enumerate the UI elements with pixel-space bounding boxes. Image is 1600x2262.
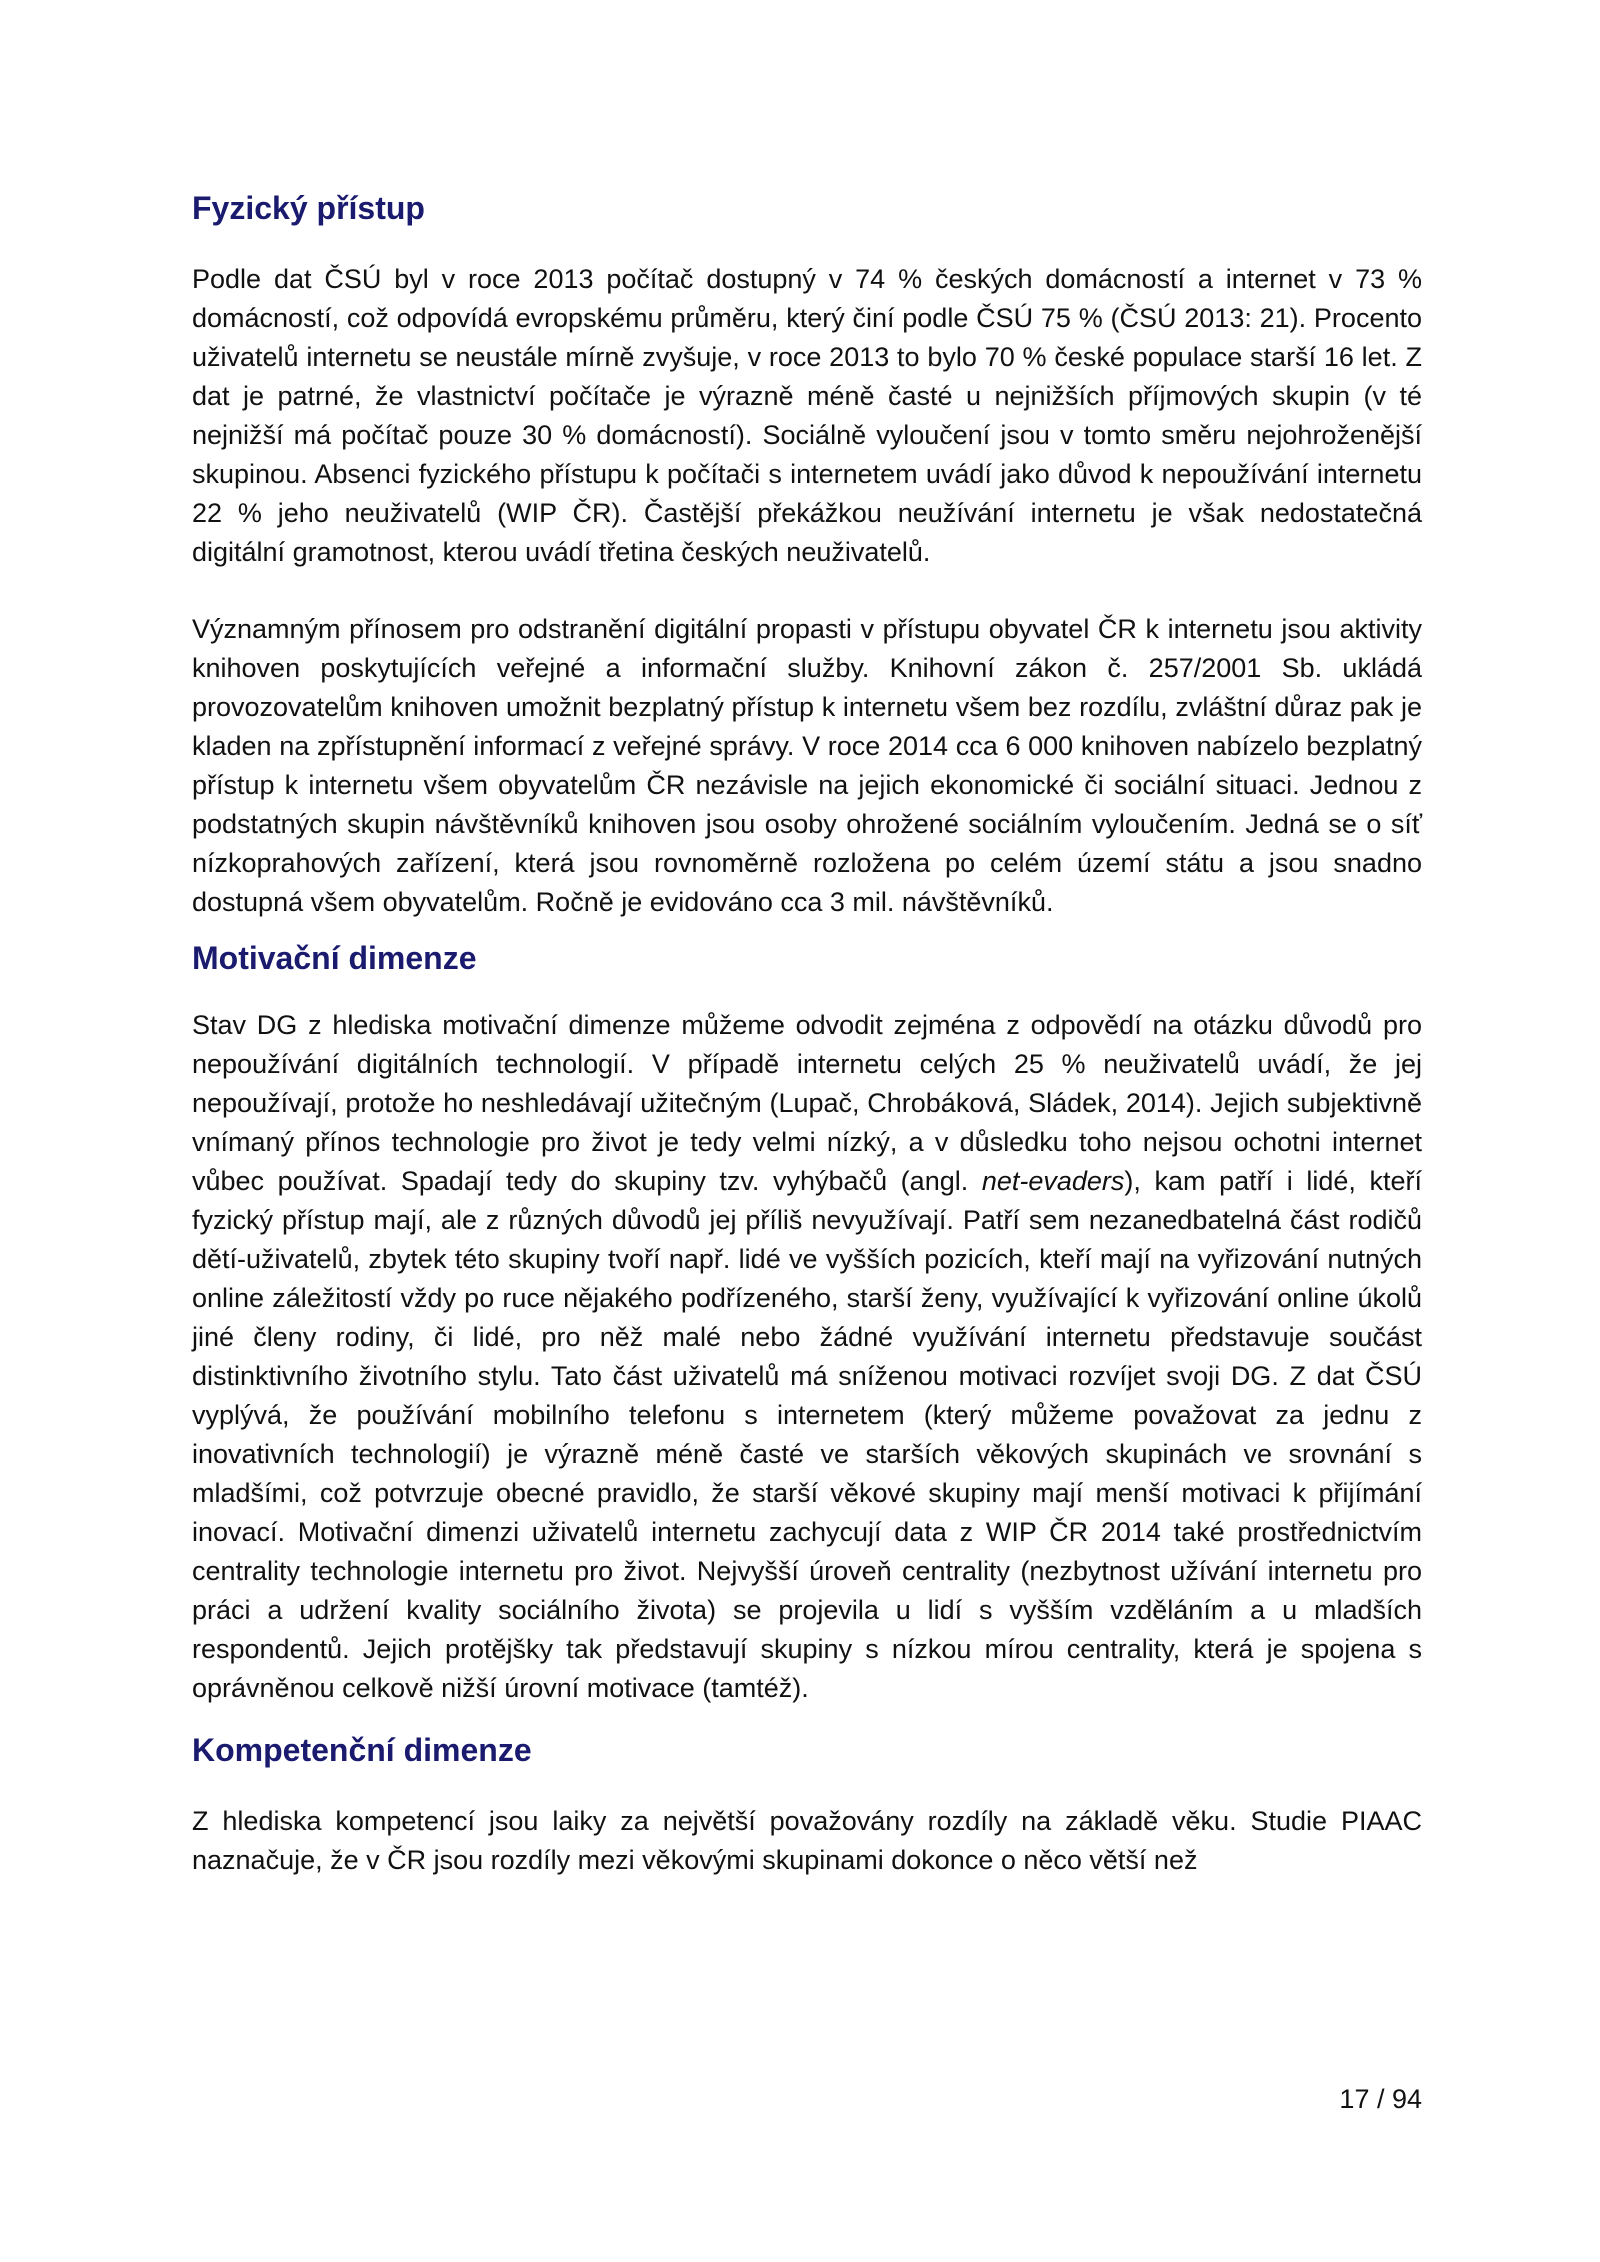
- paragraph-physical-access-2: Významným přínosem pro odstranění digitální propasti v přístupu obyvatel ČR k internetu jsou aktivity knihoven poskytujících veřejné a informační služby. Knihovní zákon č. 257/2001 Sb. ukládá provozovatelům knihoven umožnit bezplatný přístup k internetu všem bez rozdílu, zvláštní důraz pak je kladen na zpřístupnění informací z veřejné správy. V roce 2014 cca 6 000 knihoven nabízelo bezplatný přístup k internetu všem obyvatelům ČR nezávisle na jejich ekonomické či sociální situaci. Jednou z podstatných skupin návštěvníků knihoven jsou osoby ohrožené sociálním vyloučením. Jedná se o síť nízkoprahových zařízení, která jsou rovnoměrně rozložena po celém území státu a jsou snadno dostupná všem obyvatelům. Ročně je evidováno cca 3 mil. návštěvníků.: [192, 614, 1422, 917]
- paragraph-motivation: [192, 1006, 1422, 1708]
- paragraph-motivation-part1: Stav DG z hlediska motivační dimenze můžeme odvodit zejména z odpovědí na otázku důvodů pro nepoužívání digitálních technologií. V případě internetu celých 25 % neuživatelů uvádí, že jej nepoužívají, protože ho neshledávají užitečným (Lupač, Chrobáková, Sládek, 2014). Jejich subjektivně vnímaný přínos technologie pro život je tedy velmi nízký, a v důsledku toho nejsou ochotni internet vůbec používat. Spadají tedy do skupiny tzv. vyhýbačů (angl.: [192, 1010, 1422, 1196]
- page-number: 17 / 94: [1339, 2084, 1422, 2114]
- section-heading-physical-access: Fyzický přístup: [192, 190, 425, 226]
- paragraph-competence: Z hlediska kompetencí jsou laiky za největší považovány rozdíly na základě věku. Studie PIAAC naznačuje, že v ČR jsou rozdíly mezi věkovými skupinami dokonce o něco větší než: [192, 1806, 1422, 1875]
- term-net-evaders: net-evaders: [981, 1166, 1125, 1196]
- page-content: [192, 188, 1422, 1880]
- section-heading-motivation: Motivační dimenze: [192, 940, 477, 976]
- paragraph-physical-access-1: Podle dat ČSÚ byl v roce 2013 počítač dostupný v 74 % českých domácností a internet v 73 % domácností, což odpovídá evropskému průměru, který činí podle ČSÚ 75 % (ČSÚ 2013: 21). Procento uživatelů internetu se neustále mírně zvyšuje, v roce 2013 to bylo 70 % české populace starší 16 let. Z dat je patrné, že vlastnictví počítače je výrazně méně časté u nejnižších příjmových skupin (v té nejnižší má počítač pouze 30 % domácností). Sociálně vyloučení jsou v tomto směru nejohroženější skupinou. Absenci fyzického přístupu k počítači s internetem uvádí jako důvod k nepoužívání internetu 22 % jeho neuživatelů (WIP ČR). Častější překážkou neužívání internetu je však nedostatečná digitální gramotnost, kterou uvádí třetina českých neuživatelů.: [192, 264, 1422, 567]
- paragraph-motivation-part2: ), kam patří i lidé, kteří fyzický přístup mají, ale z různých důvodů jej příliš nevyužívají. Patří sem nezanedbatelná část rodičů dětí-uživatelů, zbytek této skupiny tvoří např. lidé ve vyšších pozicích, kteří mají na vyřizování nutných online záležitostí vždy po ruce nějakého podřízeného, starší ženy, využívající k vyřizování online úkolů jiné členy rodiny, či lidé, pro něž malé nebo žádné využívání internetu představuje součást distinktivního životního stylu. Tato část uživatelů má sníženou motivaci rozvíjet svoji DG. Z dat ČSÚ vyplývá, že používání mobilního telefonu s internetem (který můžeme považovat za jednu z inovativních technologií) je výrazně méně časté ve starších věkových skupinách ve srovnání s mladšími, což potvrzuje obecné pravidlo, že starší věkové skupiny mají menší motivaci k přijímání inovací. Motivační dimenzi uživatelů internetu zachycují data z WIP ČR 2014 také prostřednictvím centrality technologie internetu pro život. Nejvyšší úroveň centrality (nezbytnost užívání internetu pro práci a udržení kvality sociálního života) se projevila u lidí s vyšším vzděláním a u mladších respondentů. Jejich protějšky tak představují skupiny s nízkou mírou centrality, která je spojena s oprávněnou celkově nižší úrovní motivace (tamtéž).: [192, 1166, 1422, 1703]
- section-heading-competence: Kompetenční dimenze: [192, 1732, 532, 1768]
